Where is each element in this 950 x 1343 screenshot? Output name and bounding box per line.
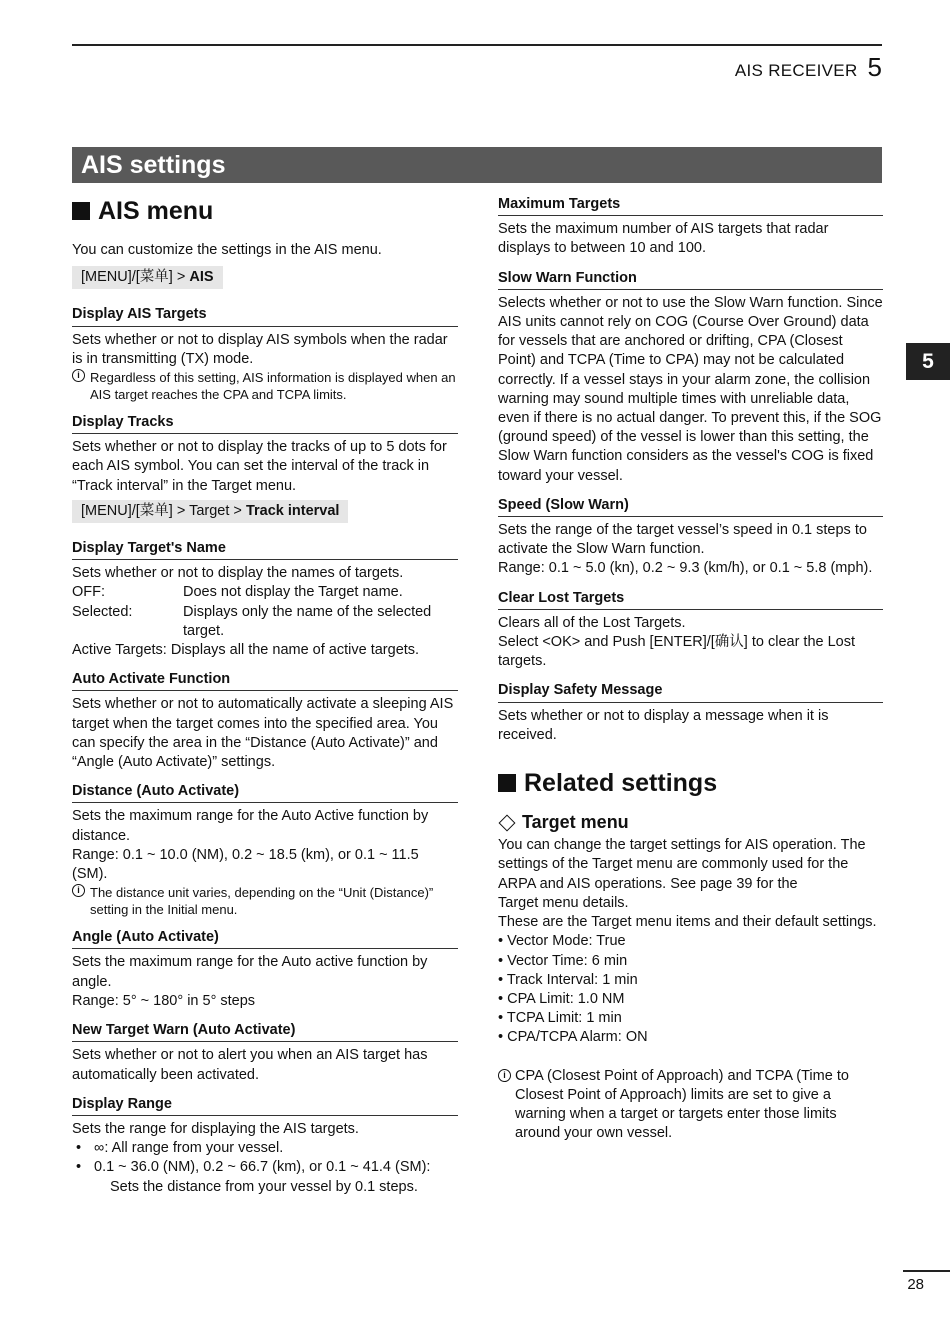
maximum-targets-text: Sets the maximum number of AIS targets that radar displays to between 10 and 100. xyxy=(498,221,829,257)
speed-slow-warn-range: Range: 0.1 ~ 5.0 (kn), 0.2 ~ 9.3 (km/h), or 0.1 ~ 5.8 (mph). xyxy=(498,560,873,577)
spacer xyxy=(498,1048,883,1067)
section-title-maximum-targets: Maximum Targets xyxy=(498,195,883,216)
option-row xyxy=(72,583,458,602)
display-safety-message-text: Sets whether or not to display a message when it is received. xyxy=(498,707,829,743)
menu-path-target: AIS xyxy=(189,269,214,286)
info-icon: i xyxy=(72,369,85,382)
info-icon: i xyxy=(498,1069,511,1082)
target-menu-text-3: These are the Target menu items and their default settings. xyxy=(498,914,877,931)
list-item: • Vector Time: 6 min xyxy=(498,952,628,969)
list-item-text: ∞: All range from your vessel. xyxy=(94,1140,284,1157)
running-header xyxy=(735,52,882,83)
slow-warn-function-text: Selects whether or not to use the Slow Warn function. Since AIS units cannot rely on COG (Course Over Ground) data for vessels that are anchored or drifting, CPA (Closest Point) and TCPA (Time to CPA) may not be calculated correctly. If a vessel stays in your alarm zone, the collision warning may sound multiple times with unreliable data, even if there is no actual danger. To prevent this, if the SOG (ground speed) of the vessel is lower than this setting, the Slow Warn function considers as the vessel's COG is fixed toward your vessel. xyxy=(498,294,883,484)
section-title-display-targets-name: Display Target's Name xyxy=(72,539,458,560)
option-key: Active Targets: xyxy=(72,642,167,659)
distance-auto-activate-range: Range: 0.1 ~ 10.0 (NM), 0.2 ~ 18.5 (km), or 0.1 ~ 11.5 (SM). xyxy=(72,846,419,883)
note-text: Regardless of this setting, AIS information is displayed when an AIS target reaches the CPA and TCPA limits. xyxy=(90,370,456,403)
option-value: Displays only the name of the selected target. xyxy=(183,603,432,639)
option-value: Displays all the name of active targets. xyxy=(170,642,420,659)
speed-slow-warn-text: Sets the range of the target vessel’s speed in 0.1 steps to activate the Slow Warn function. xyxy=(498,522,867,558)
option-value: Does not display the Target name. xyxy=(183,584,403,601)
target-menu-text-1: You can change the target settings for AIS operation. The settings of the Target menu are commonly used for the ARPA and AIS operations. See page 39 for the xyxy=(498,837,866,892)
menu-path-prefix: [MENU]/[菜单] > xyxy=(81,269,190,286)
target-menu-heading xyxy=(498,813,883,832)
list-item xyxy=(72,1158,458,1177)
list-item-text: CPA Limit: 1.0 NM xyxy=(507,990,625,1007)
section-title-display-safety-message: Display Safety Message xyxy=(498,681,883,702)
option-row xyxy=(72,603,458,641)
section-title-new-target-warn: New Target Warn (Auto Activate) xyxy=(72,1021,458,1042)
menu-path-prefix: [MENU]/[菜单] > Target > xyxy=(81,502,246,519)
list-item-text: Track Interval: 1 min xyxy=(506,971,638,988)
section-title-clear-lost-targets: Clear Lost Targets xyxy=(498,589,883,610)
related-settings-heading xyxy=(498,767,883,799)
bullet-icon: • xyxy=(76,1140,82,1157)
display-range-text: Sets the range for displaying the AIS targets. xyxy=(72,1120,359,1137)
ais-menu-heading xyxy=(72,195,458,227)
list-item xyxy=(72,1139,458,1158)
list-item: • Track Interval: 1 min xyxy=(498,971,638,988)
note xyxy=(72,884,458,918)
list-item: • CPA Limit: 1.0 NM xyxy=(498,990,625,1007)
section-title-distance-auto-activate: Distance (Auto Activate) xyxy=(72,782,458,803)
target-menu-title: Target menu xyxy=(522,812,629,833)
list-item: • CPA/TCPA Alarm: ON xyxy=(498,1029,648,1046)
info-icon-wrap xyxy=(498,1067,515,1144)
clear-lost-targets-text-1: Clears all of the Lost Targets. xyxy=(498,614,686,631)
distance-auto-activate-text: Sets the maximum range for the Auto Active function by distance. xyxy=(72,808,429,844)
section-title-display-tracks: Display Tracks xyxy=(72,413,458,434)
square-bullet-icon xyxy=(498,774,516,792)
list-item-text: Vector Mode: True xyxy=(507,933,626,950)
section-title-angle-auto-activate: Angle (Auto Activate) xyxy=(72,928,458,949)
section-title-speed-slow-warn: Speed (Slow Warn) xyxy=(498,496,883,517)
display-range-bullet-continuation: Sets the distance from your vessel by 0.1 steps. xyxy=(110,1178,418,1195)
header-chapter-number: 5 xyxy=(867,52,882,82)
angle-auto-activate-text: Sets the maximum range for the Auto active function by angle. xyxy=(72,954,428,990)
display-targets-name-text: Sets whether or not to display the names of targets. xyxy=(72,565,404,582)
note xyxy=(72,369,458,403)
ais-menu-title: AIS menu xyxy=(98,197,214,225)
section-title-display-range: Display Range xyxy=(72,1095,458,1116)
menu-path-track-interval xyxy=(72,500,348,523)
section-title-slow-warn-function: Slow Warn Function xyxy=(498,269,883,290)
header-rule xyxy=(72,44,882,46)
info-icon: i xyxy=(72,884,85,897)
square-bullet-icon xyxy=(72,202,90,220)
header-section-title: AIS RECEIVER xyxy=(734,61,858,80)
list-item-text: Vector Time: 6 min xyxy=(507,952,628,969)
note xyxy=(498,1067,883,1144)
angle-auto-activate-range: Range: 5° ~ 180° in 5° steps xyxy=(72,992,256,1009)
new-target-warn-text: Sets whether or not to alert you when an AIS target has automatically been activated. xyxy=(72,1047,428,1083)
left-column xyxy=(72,195,458,1197)
list-item-text: 0.1 ~ 36.0 (NM), 0.2 ~ 66.7 (km), or 0.1 ~ 41.4 (SM): xyxy=(94,1159,431,1176)
display-ais-targets-text: Sets whether or not to display AIS symbols when the radar is in transmitting (TX) mode. xyxy=(72,331,448,367)
display-tracks-text: Sets whether or not to display the tracks of up to 5 dots for each AIS symbol. You can set the interval of the track in “Track interval” in the Target menu. xyxy=(72,439,447,494)
chapter-side-tab: 5 xyxy=(906,343,950,380)
option-key: OFF: xyxy=(72,584,106,601)
auto-activate-function-text: Sets whether or not to automatically activate a sleeping AIS target when the target comes into the specified area. You can specify the area in the “Distance (Auto Activate)” and “Angle (Auto Activate)” settings. xyxy=(72,696,454,771)
section-title-display-ais-targets: Display AIS Targets xyxy=(72,305,458,326)
option-key: Selected: xyxy=(72,603,133,620)
related-settings-title: Related settings xyxy=(524,769,718,798)
list-item-text: CPA/TCPA Alarm: ON xyxy=(507,1029,648,1046)
right-column xyxy=(498,195,883,1143)
section-title-auto-activate-function: Auto Activate Function xyxy=(72,670,458,691)
list-item-text: TCPA Limit: 1 min xyxy=(506,1010,622,1027)
clear-lost-targets-text-2: Select <OK> and Push [ENTER]/[确认] to clear the Lost targets. xyxy=(498,634,856,670)
ais-menu-intro: You can customize the settings in the AIS menu. xyxy=(72,242,382,258)
section-banner: AIS settings xyxy=(72,147,882,183)
menu-path-ais xyxy=(72,266,223,289)
diamond-bullet-icon xyxy=(499,814,516,831)
menu-path-target: Track interval xyxy=(245,502,340,519)
page-number: 28 xyxy=(903,1270,950,1293)
list-item: • TCPA Limit: 1 min xyxy=(498,1010,622,1027)
note-text: CPA (Closest Point of Approach) and TCPA (Time to Closest Point of Approach) limits are set to give a warning when a target or targets enter those limits around your own vessel. xyxy=(515,1067,849,1142)
list-item: • Vector Mode: True xyxy=(498,933,626,950)
target-menu-text-2: Target menu details. xyxy=(498,894,629,911)
bullet-icon: • xyxy=(76,1159,82,1176)
option-row xyxy=(72,641,458,660)
note-text: The distance unit varies, depending on the “Unit (Distance)” setting in the Initial menu. xyxy=(90,885,434,918)
